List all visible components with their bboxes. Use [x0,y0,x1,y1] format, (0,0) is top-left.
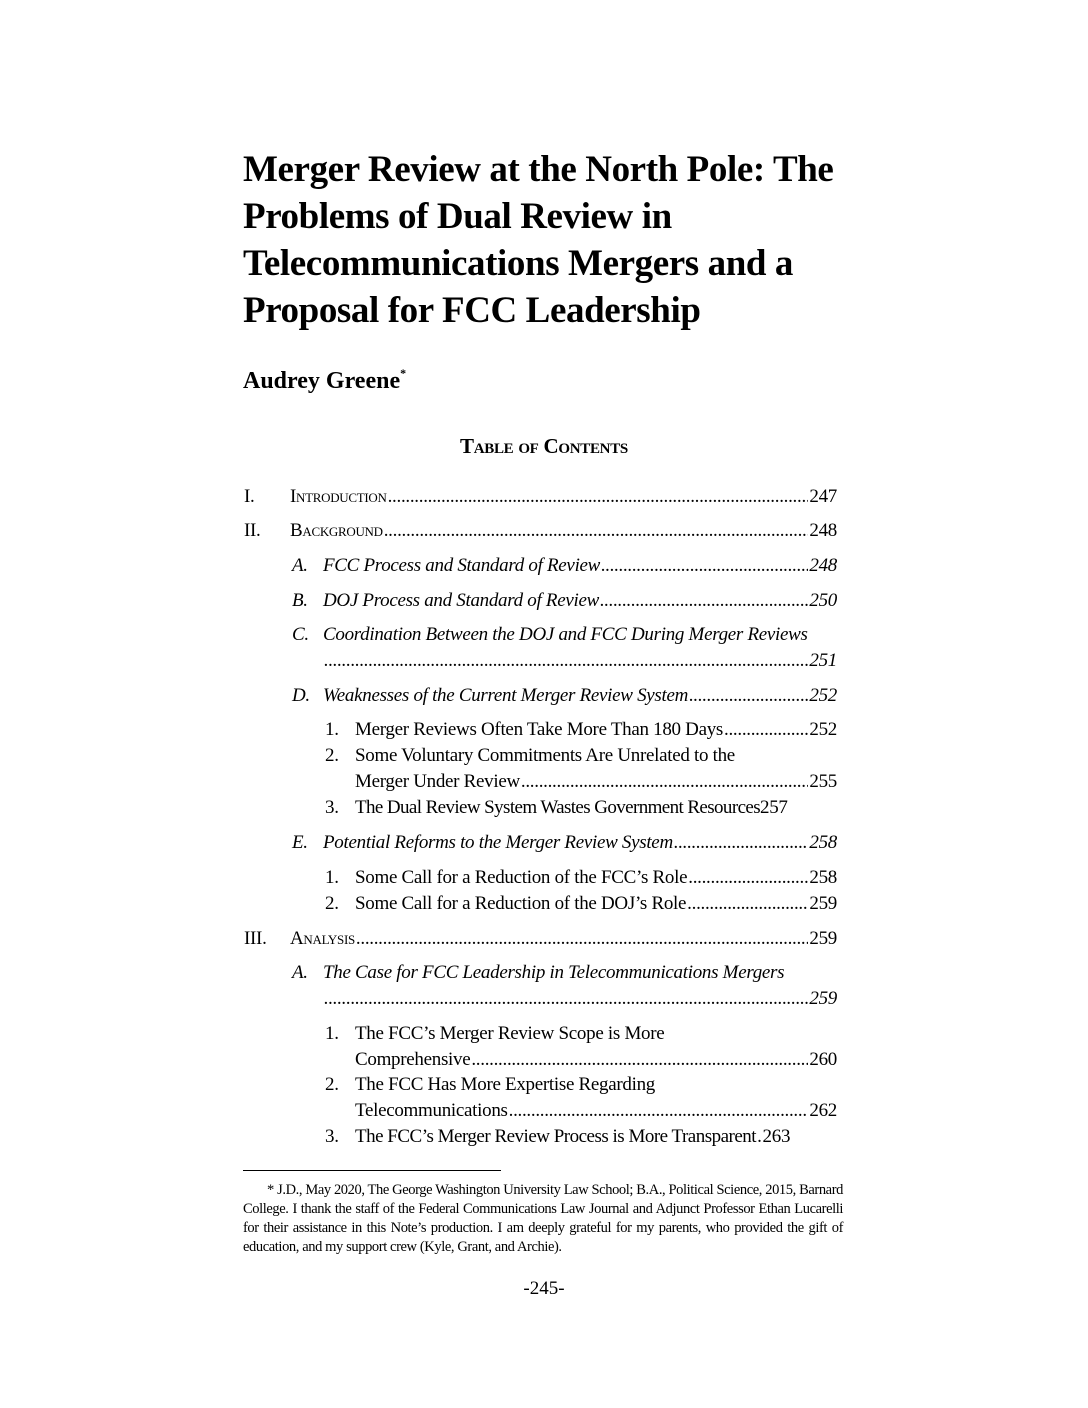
toc-page: 259 [809,928,837,949]
footnote-text: J.D., May 2020, The George Washington University Law School; B.A., Political Science, 2015, Barnard College. I thank the staff of the Federal Communications Law Journal and Adjunct Professor Ethan Lucarelli for their assistance in this Note’s production. I am deeply grateful for my parents, who provided the gift of education, and my support crew (Kyle, Grant, and Archie). [243,1182,843,1255]
author-name [243,368,406,395]
toc-text: Comprehensive [355,1049,471,1070]
toc-heading: Table of Contents [460,434,628,458]
toc-leader [509,1098,809,1124]
footnote-divider [243,1170,501,1171]
toc-number: A. [292,555,308,576]
toc-leader [521,769,808,795]
toc-page: 248 [809,555,837,576]
toc-page: 259 [809,893,837,914]
toc-number: 3. [325,1126,339,1147]
toc-number: II. [244,520,261,541]
toc-page: 263 [762,1126,791,1147]
toc-number: E. [292,832,308,853]
toc-text: The FCC Has More Expertise Regarding [355,1074,656,1095]
toc-leader [324,648,808,674]
toc-page: 252 [809,719,837,740]
toc-text: Potential Reforms to the Merger Review System [323,832,673,853]
toc-text: Merger Under Review [355,771,520,792]
toc-leader [388,484,809,510]
author-footnote-mark: * [400,366,407,380]
title-line: Merger Review at the North Pole: The [243,149,834,190]
toc-number: 1. [325,867,339,888]
toc-text: Background [290,520,383,541]
toc-number: B. [292,590,308,611]
toc-page: 257 [760,797,788,818]
toc-number: I. [244,486,255,507]
footnote [243,1181,843,1257]
article-title [243,146,883,334]
toc-leader [688,865,808,891]
toc-leader [674,830,809,856]
toc-page: 251 [809,650,837,671]
toc-page: 262 [809,1100,837,1121]
toc-text: Some Voluntary Commitments Are Unrelated to the [355,745,735,766]
toc-text: Coordination Between the DOJ and FCC During Merger Reviews [323,624,808,645]
toc-page: 258 [809,832,837,853]
toc-number: 2. [325,1074,339,1095]
toc-text: The FCC’s Merger Review Scope is More [355,1023,665,1044]
toc-leader [384,518,809,544]
title-line: Telecommunications Mergers and a [243,243,794,284]
toc-page: 248 [809,520,837,541]
toc-text: The Case for FCC Leadership in Telecommunications Mergers [323,962,785,983]
toc-text: Introduction [290,486,387,507]
toc-text: Analysis [290,928,355,949]
toc-text: Some Call for a Reduction of the FCC’s Role [355,867,688,888]
toc-text: Weaknesses of the Current Merger Review System [323,685,689,706]
toc-leader [687,891,808,917]
toc-number: 3. [325,797,339,818]
toc-page: 255 [809,771,837,792]
toc-number: D. [292,685,310,706]
toc-number: 2. [325,745,339,766]
toc-leader [324,986,808,1012]
toc-leader [471,1047,808,1073]
toc-text: Merger Reviews Often Take More Than 180 Days [355,719,724,740]
title-line: Proposal for FCC Leadership [243,290,701,331]
page-number: -245- [523,1278,565,1299]
toc-leader [724,717,808,743]
toc-text: The Dual Review System Wastes Government Resources [355,797,761,818]
toc-text: Telecommunications [355,1100,508,1121]
toc-page: 250 [809,590,837,611]
toc-page: 252 [809,685,837,706]
footnote-mark: * [267,1182,274,1198]
toc-number: III. [244,928,267,949]
toc-leader: . [757,1126,762,1147]
toc-page: 259 [809,988,837,1009]
toc-leader [601,553,808,579]
toc-text: The FCC’s Merger Review Process is More Transparent [355,1126,757,1147]
toc-page: 247 [809,486,837,507]
title-line: Problems of Dual Review in [243,196,672,237]
author-text: Audrey Greene [243,368,401,394]
toc-text: DOJ Process and Standard of Review [323,590,599,611]
toc-text: Some Call for a Reduction of the DOJ’s Role [355,893,687,914]
toc-text: FCC Process and Standard of Review [323,555,601,576]
toc-leader [689,683,808,709]
toc-number: 2. [325,893,339,914]
toc-number: 1. [325,1023,339,1044]
toc-leader [600,588,808,614]
toc-number: A. [292,962,308,983]
toc-number: C. [292,624,309,645]
toc-page: 258 [809,867,837,888]
toc-page: 260 [809,1049,837,1070]
toc-number: 1. [325,719,339,740]
toc-leader [356,926,808,952]
